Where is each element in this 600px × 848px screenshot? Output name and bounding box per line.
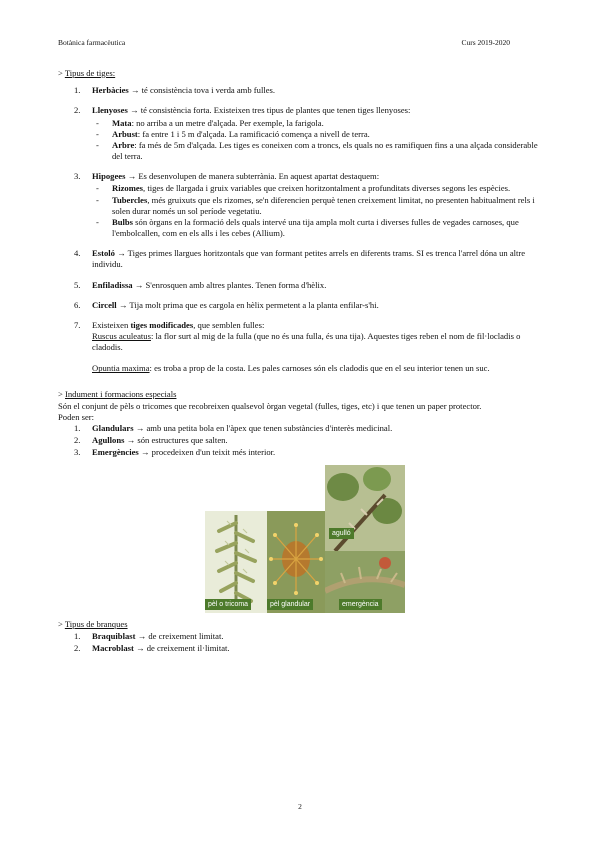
sub-item: - Bulbs són òrgans en la formació dels quals intervé una tija ampla molt curta i diverses fulles de vegades carnoses, que l'embolcallen, com en els alls i les cebes (Allium). — [96, 216, 519, 239]
sub-item: - Arbre: fa més de 5m d'alçada. Les tiges es coneixen com a troncs, els quals no es ramifiquen fins a una alçada considerable del terra. — [96, 139, 538, 162]
caption-emergence: emergència — [339, 599, 382, 610]
woody-subtypes — [92, 118, 550, 163]
ruscus-note: Ruscus aculeatus: la flor surt al mig de la fulla (que no és una fulla, és una tija). Aquestes tiges reben el nom de fil·locladis o cladodis. — [92, 331, 521, 353]
hypogeal-subtypes — [92, 183, 550, 239]
opuntia-note: Opuntia maxima: es troba a prop de la costa. Les pales carnoses són els cladodis que en el seu interior tenen un suc. — [92, 363, 490, 374]
glandular-hair-image — [267, 511, 325, 613]
caption-prickle: agulló — [329, 528, 354, 539]
sub-item: - Mata: no arriba a un metre d'alçada. Per exemple, la farigola. — [96, 117, 324, 128]
list-item: 1. Glandulars → amb una petita bola en l'àpex que tenen substàncies d'interès medicinal. — [74, 423, 393, 434]
list-item: 1. Herbàcies → té consistència tova i verda amb fulles. — [74, 85, 276, 96]
stem-types-list — [58, 85, 550, 374]
list-item: 6. Circell → Tija molt prima que es cargola en hèlix permetent a la planta enfilar-s'hi. — [74, 299, 379, 310]
indument-can-be: Poden ser: — [58, 411, 95, 422]
header-course-name: Botànica farmacèutica — [58, 38, 126, 47]
sub-item: - Rizomes, tiges de llargada i gruix variables que creixen horitzontalment a profunditats diverses segons les espècies. — [96, 183, 511, 194]
caption-glandular: pèl glandular — [267, 599, 313, 610]
section-title-branches: > Tipus de branques — [58, 618, 128, 629]
caption-trichome: pèl o tricoma — [205, 599, 251, 610]
list-item: 2. Agullons → són estructures que salten. — [74, 435, 228, 446]
page-number: 2 — [298, 802, 302, 811]
list-item: 1. Braquiblast → de creixement limitat. — [74, 630, 224, 641]
emergence-image — [325, 551, 405, 613]
section-title-indument: > Indument i formacions especials — [58, 388, 177, 399]
list-item: 3. Emergències → procedeixen d'un teixit més interior. — [74, 447, 276, 458]
indument-intro: Són el conjunt de pèls o tricomes que recobreixen qualsevol òrgan vegetal (fulles, tiges, etc) i que tenen un paper protector. — [58, 400, 482, 411]
trichome-figure — [205, 465, 405, 613]
page-content — [58, 68, 550, 655]
list-item: 7. Existeixen tiges modificades, que semblen fulles: Ruscus aculeatus: la flor surt al mig de la fulla (que no és una fulla, és una tija). Aquestes tiges reben el nom de fil·locladis o cladodis. Opuntia maxima: es troba a prop de la costa. Les pales carnoses són els cladodis que en el seu interior tenen un suc. — [58, 320, 550, 375]
list-item: 2. Llenyoses → té consistència forta. Existeixen tres tipus de plantes que tenen tiges llenyoses: - Mata: no arriba a un metre d'alçada. Per exemple, la farigola. - Arbust: fa entre 1 i 5 m d'alçada. La ramificació comença a nivell de terra. - Arbre: fa més de 5m d'alçada. Les tiges es coneixen com a troncs, els quals no es ramifiquen fins a una alçada considerable del terra. — [58, 105, 550, 162]
list-item: 4. Estoló → Tiges primes llargues horitzontals que van formant petites arrels en diferents trams. SI es trenca l'arrel dóna un altre individu. — [74, 248, 526, 270]
sub-item: - Tubercles, més gruixuts que els rizomes, se'n diferencien perquè tenen creixement limitat, no presenten habitualment rels i solen durar només un sol període vegetatiu. — [96, 194, 535, 216]
list-item: 2. Macroblast → de creixement il·limitat. — [74, 642, 230, 653]
list-item: 5. Enfiladissa → S'enrosquen amb altres plantes. Tenen forma d'hèlix. — [74, 279, 327, 290]
indument-list — [58, 423, 550, 459]
prickle-image — [325, 465, 405, 551]
sub-item: - Arbust: fa entre 1 i 5 m d'alçada. La ramificació comença a nivell de terra. — [96, 128, 370, 139]
trichome-image — [205, 511, 267, 613]
section-title-stems: > Tipus de tiges: — [58, 68, 116, 78]
header-year: Curs 2019-2020 — [461, 38, 510, 47]
branch-types-list — [58, 631, 550, 654]
list-item: 3. Hipogees → Es desenvolupen de manera subterrània. En aquest apartat destaquem: - Rizomes, tiges de llargada i gruix variables que creixen horitzontalment a profunditats diverses segons les espècies. - Tubercles, més gruixuts que els rizomes, se'n diferencien perquè tenen creixement limitat, no presenten habitualment rels i solen durar només un sol període vegetatiu. - Bulbs són òrgans en la formació dels quals intervé una tija ampla molt curta i diverses fulles de vegades carnoses, que l'embolcallen, com en els alls i les cebes (Allium). — [58, 171, 550, 239]
